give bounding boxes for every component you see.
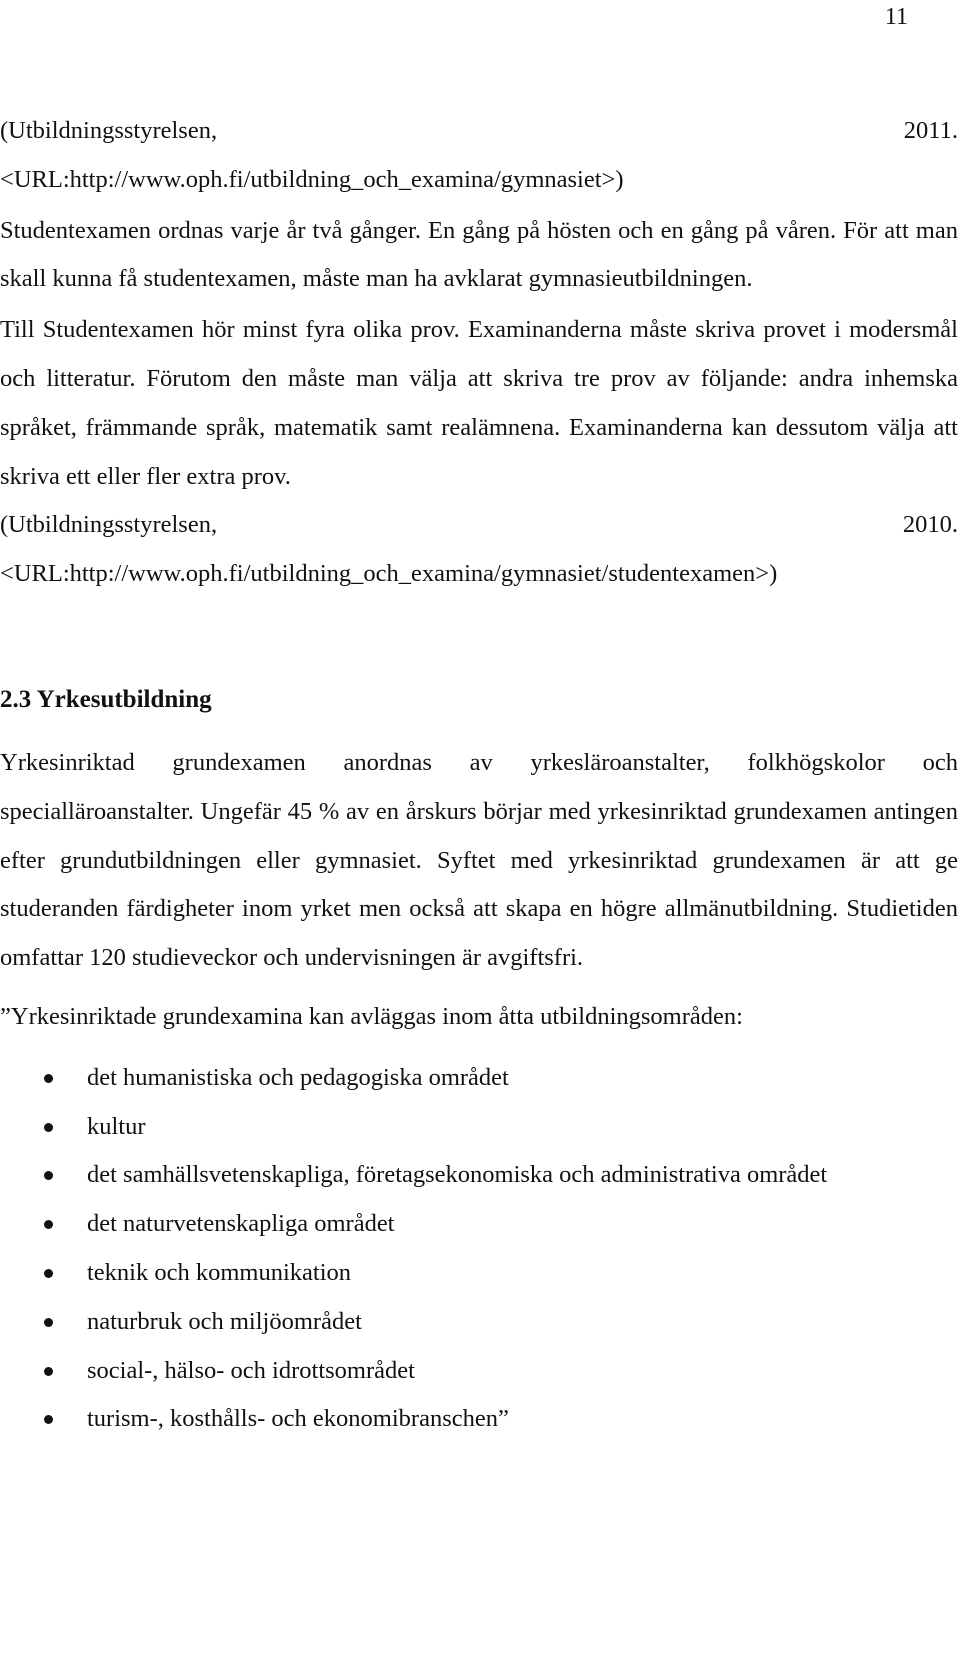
document-body: [0, 107, 958, 1444]
list-item-text: det humanistiska och pedagogiska området: [87, 1063, 509, 1091]
bullet-icon: [44, 1318, 53, 1327]
page-number: 11: [884, 4, 908, 30]
reference-year: 2011.: [903, 117, 958, 144]
reference-line-1: [0, 107, 958, 156]
list-item: [0, 1200, 958, 1249]
reference-line-2: [0, 501, 958, 550]
paragraph-yrkesutbildning: Yrkesinriktad grundexamen anordnas av yrkesläroanstalter, folkhögskolor och specialläroanstalter. Ungefär 45 % av en årskurs börjar med yrkesinriktad grundexamen antingen efter grundutbildningen eller gymnasiet. Syftet med yrkesinriktad grundexamen är att ge studeranden färdigheter inom yrket men också att skapa en högre allmänutbildning. Studietiden omfattar 120 studieveckor och undervisningen är avgiftsfri.: [0, 748, 958, 972]
paragraph-studentexamen: Studentexamen ordnas varje år två gånger. En gång på hösten och en gång på våren. För att man skall kunna få studentexamen, måste man ha avklarat gymnasieutbildningen.: [0, 216, 958, 293]
list-item-text: kultur: [87, 1112, 146, 1140]
list-item: [0, 1103, 958, 1152]
bullet-icon: [44, 1269, 53, 1278]
reference-url: <URL:http://www.oph.fi/utbildning_och_examina/gymnasiet/studentexamen>): [0, 560, 778, 588]
paragraph-prov: Till Studentexamen hör minst fyra olika prov. Examinanderna måste skriva provet i modersmål och litteratur. Förutom den måste man välja att skriva tre prov av följande: andra inhemska språket, främmande språk, matematik samt realämnena. Examinanderna kan dessutom välja att skriva ett eller fler extra prov.: [0, 316, 958, 490]
list-item: [0, 1395, 958, 1444]
bullet-icon: [44, 1171, 53, 1180]
section-heading: 2.3 Yrkesutbildning: [0, 685, 212, 713]
list-item: [0, 1347, 958, 1396]
list-item-text: det naturvetenskapliga området: [87, 1210, 395, 1238]
reference-url: <URL:http://www.oph.fi/utbildning_och_examina/gymnasiet>): [0, 165, 624, 193]
bullet-icon: [44, 1367, 53, 1376]
reference-source: (Utbildningsstyrelsen,: [0, 511, 218, 539]
list-item-text: turism-, kosthålls- och ekonomibranschen”: [87, 1405, 509, 1433]
list-item: [0, 1151, 958, 1200]
reference-source: (Utbildningsstyrelsen,: [0, 117, 218, 144]
list-item-text: det samhällsvetenskapliga, företagsekonomiska och administrativa området: [87, 1161, 828, 1189]
bullet-list: [0, 1054, 958, 1444]
quote-intro: ”Yrkesinriktade grundexamina kan avläggas inom åtta utbildningsområden:: [0, 1002, 743, 1030]
list-item: [0, 1054, 958, 1103]
reference-year: 2010.: [902, 511, 958, 539]
list-item-text: naturbruk och miljöområdet: [87, 1307, 362, 1335]
bullet-icon: [44, 1415, 53, 1424]
bullet-icon: [44, 1123, 53, 1132]
list-item: [0, 1298, 958, 1347]
bullet-icon: [44, 1074, 53, 1083]
bullet-icon: [44, 1220, 53, 1229]
list-item-text: teknik och kommunikation: [87, 1258, 352, 1286]
list-item-text: social-, hälso- och idrottsområdet: [87, 1356, 415, 1384]
list-item: [0, 1249, 958, 1298]
